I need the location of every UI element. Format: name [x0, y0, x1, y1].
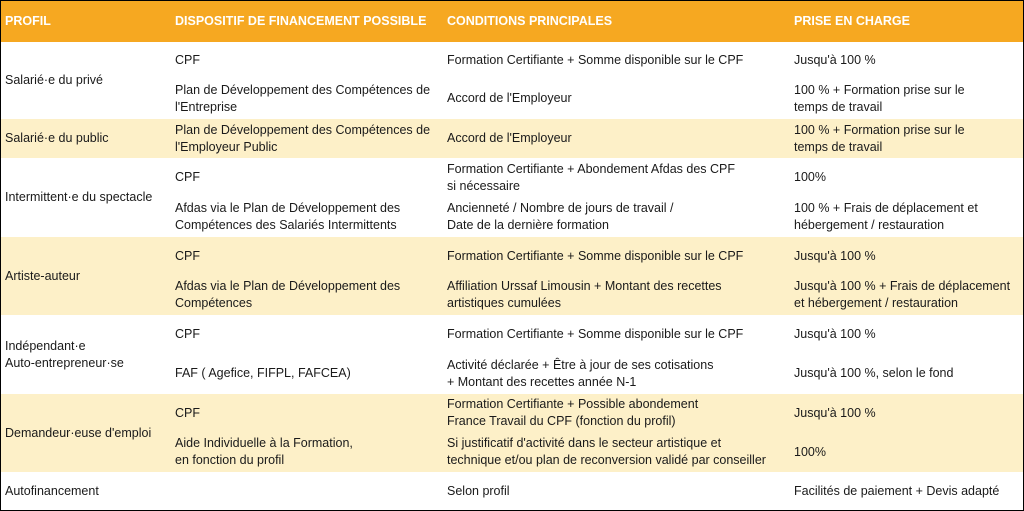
conditions-cell: Selon profil: [447, 483, 510, 498]
prise-cell: Jusqu'à 100 %: [794, 405, 876, 420]
prise-cell: 100%: [794, 444, 826, 459]
dispositif-cell: Afdas via le Plan de Développement des Compétences des Salariés Intermittents: [175, 201, 401, 232]
dispositif-cell: CPF: [175, 326, 200, 341]
conditions-cell: Formation Certifiante + Somme disponible sur le CPF: [447, 326, 744, 341]
header-dispositif: DISPOSITIF DE FINANCEMENT POSSIBLE: [175, 14, 427, 28]
conditions-cell: Accord de l'Employeur: [447, 131, 572, 145]
dispositif-cell: Plan de Développement des Compétences de l'Entreprise: [175, 82, 431, 114]
conditions-cell: Accord de l'Employeur: [447, 91, 572, 105]
profile-cell: Demandeur·euse d'emploi: [5, 425, 152, 440]
prise-cell: Jusqu'à 100 %: [794, 326, 876, 341]
conditions-cell: Formation Certifiante + Somme disponible sur le CPF: [447, 52, 744, 67]
prise-cell: Jusqu'à 100 %: [794, 248, 876, 263]
dispositif-cell: CPF: [175, 405, 200, 420]
header-prise-en-charge: PRISE EN CHARGE: [794, 14, 910, 28]
profile-cell: Artiste-auteur: [5, 268, 81, 283]
dispositif-cell: Afdas via le Plan de Développement des Compétences: [175, 279, 401, 310]
dispositif-cell: CPF: [175, 52, 200, 67]
prise-cell: 100%: [794, 170, 826, 184]
prise-cell: Jusqu'à 100 % + Frais de déplacement et hébergement / restauration: [794, 279, 1011, 310]
dispositif-cell: [175, 472, 443, 510]
profile-cell: Salarié·e du privé: [5, 73, 103, 87]
dispositif-cell: Plan de Développement des Compétences de l'Employeur Public: [175, 122, 431, 154]
conditions-cell: Si justificatif d'activité dans le secteur artistique et technique et/ou plan de reconversion validé par conseiller: [447, 436, 766, 467]
prise-cell: Facilités de paiement + Devis adapté: [794, 483, 1000, 498]
header-profil: PROFIL: [5, 14, 51, 28]
dispositif-cell: FAF ( Agefice, FIFPL, FAFCEA): [175, 366, 351, 380]
conditions-cell: Ancienneté / Nombre de jours de travail / Date de la dernière formation: [447, 201, 674, 232]
prise-cell: Jusqu'à 100 %: [794, 52, 876, 67]
prise-cell: Jusqu'à 100 %, selon le fond: [794, 366, 954, 380]
conditions-cell: Activité déclarée + Être à jour de ses cotisations + Montant des recettes année N-1: [447, 357, 714, 389]
conditions-cell: Formation Certifiante + Abondement Afdas des CPF si nécessaire: [447, 161, 736, 193]
table-header: [1, 1, 1023, 43]
dispositif-cell: Aide Individuelle à la Formation, en fonction du profil: [175, 436, 353, 467]
profile-cell: Intermittent·e du spectacle: [5, 190, 153, 204]
conditions-cell: Formation Certifiante + Possible abondement France Travail du CPF (fonction du profil): [447, 397, 699, 428]
prise-cell: 100 % + Formation prise sur le temps de travail: [794, 122, 965, 154]
prise-cell: 100 % + Formation prise sur le temps de travail: [794, 82, 965, 114]
profile-cell: Indépendant·e Auto-entrepreneur·se: [5, 338, 124, 370]
conditions-cell: Affiliation Urssaf Limousin + Montant des recettes artistiques cumulées: [447, 279, 722, 310]
dispositif-cell: CPF: [175, 170, 200, 184]
profile-cell: Autofinancement: [5, 483, 99, 498]
prise-cell: 100 % + Frais de déplacement et hébergement / restauration: [794, 201, 978, 232]
dispositif-cell: CPF: [175, 248, 200, 263]
profile-cell: Salarié·e du public: [5, 131, 109, 145]
conditions-cell: Formation Certifiante + Somme disponible sur le CPF: [447, 248, 744, 263]
header-conditions: CONDITIONS PRINCIPALES: [447, 14, 613, 28]
